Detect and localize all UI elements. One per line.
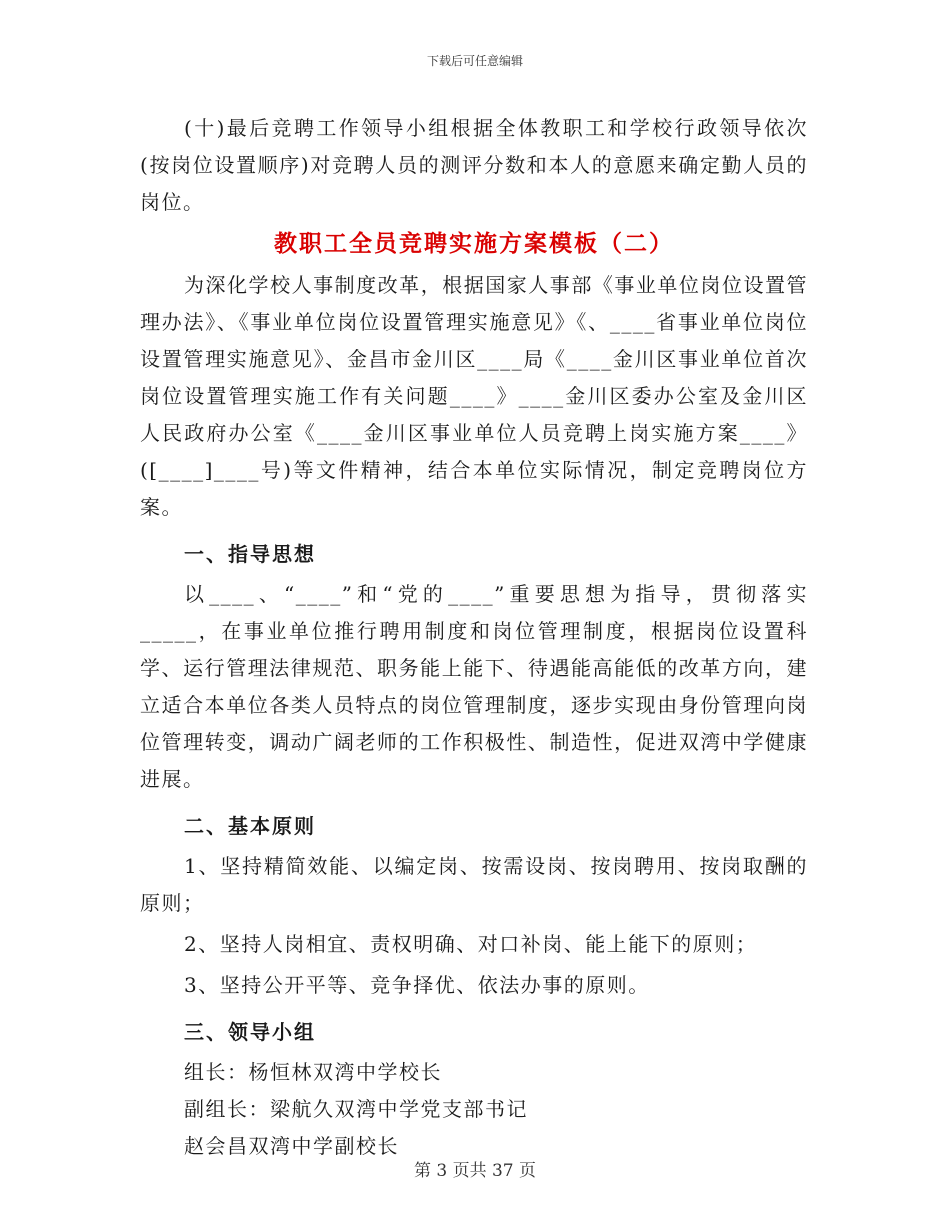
document-title: 教职工全员竞聘实施方案模板（二） xyxy=(274,231,674,257)
principle-item: 1、坚持精简效能、以编定岗、按需设岗、按岗聘用、按岗取酬的原则； xyxy=(140,854,808,915)
section-heading-leadership-group: 三、领导小组 xyxy=(184,1020,316,1044)
leadership-member: 副组长：梁航久双湾中学党支部书记 xyxy=(184,1097,528,1121)
intro-item-paragraph: (十)最后竞聘工作领导小组根据全体教职工和学校行政领导依次(按岗位设置顺序)对竞聘人员的测评分数和本人的意愿来确定勤人员的岗位。 xyxy=(140,116,808,214)
principle-item: 3、坚持公开平等、竞争择优、依法办事的原则。 xyxy=(184,973,650,997)
section-heading-guiding-ideology: 一、指导思想 xyxy=(184,542,316,566)
preamble-paragraph: 为深化学校人事制度改革，根据国家人事部《事业单位岗位设置管理办法》、《事业单位岗位设置管理实施意见》《、____省事业单位岗位设置管理实施意见》、金昌市金川区____局《____金川区事业单位首次岗位设置管理实施工作有关问题____》____金川区委办公室及金川区人民政府办公室《____金川区事业单位人员竞聘上岗实施方案____》([____]____号)等文件精神，结合本单位实际情况，制定竞聘岗位方案。 xyxy=(140,273,808,519)
section-heading-basic-principles: 二、基本原则 xyxy=(184,814,316,838)
guiding-ideology-paragraph: 以____、“____”和“党的____”重要思想为指导，贯彻落实_____，在事业单位推行聘用制度和岗位管理制度，根据岗位设置科学、运行管理法律规范、职务能上能下、待遇能高能低的改革方向，建立适合本单位各类人员特点的岗位管理制度，逐步实现由身份管理向岗位管理转变，调动广阔老师的工作积极性、制造性，促进双湾中学健康进展。 xyxy=(140,582,808,791)
page-header-note: 下载后可任意编辑 xyxy=(426,54,523,68)
page-number-footer: 第 3 页共 37 页 xyxy=(413,1161,537,1181)
principle-item: 2、坚持人岗相宜、责权明确、对口补岗、能上能下的原则； xyxy=(184,932,758,956)
document-body xyxy=(140,110,808,1165)
leadership-member: 赵会昌双湾中学副校长 xyxy=(184,1134,399,1158)
leadership-member: 组长：杨恒林双湾中学校长 xyxy=(184,1060,442,1084)
